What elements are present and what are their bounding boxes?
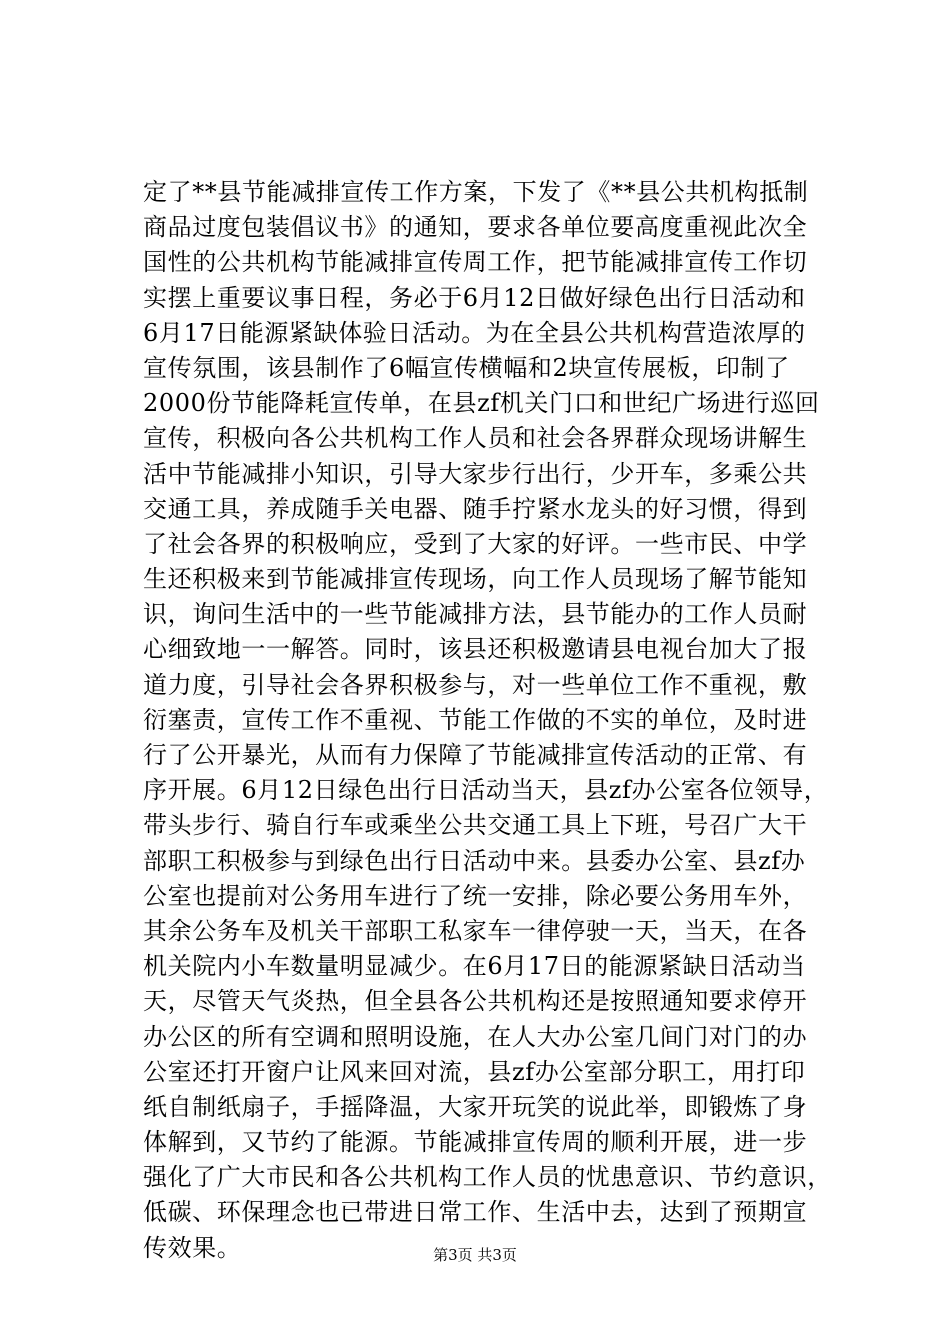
text-line: 宣传，积极向各公共机构工作人员和社会各界群众现场讲解生 (143, 424, 808, 453)
text-line: 强化了广大市民和各公共机构工作人员的忧患意识、节约意识， (143, 1163, 832, 1192)
text-line: 心细致地一一解答。同时，该县还积极邀请县电视台加大了报 (143, 635, 808, 664)
text-line: 公室还打开窗户让风来回对流，县zf办公室部分职工，用打印 (143, 1057, 806, 1086)
text-line: 宣传氛围，该县制作了6幅宣传横幅和2块宣传展板，印制了 (143, 353, 790, 382)
text-line: 交通工具，养成随手关电器、随手拧紧水龙头的好习惯，得到 (143, 494, 808, 523)
text-line: 体解到，又节约了能源。节能减排宣传周的顺利开展，进一步 (143, 1128, 808, 1157)
text-line: 6月17日能源紧缺体验日活动。为在全县公共机构营造浓厚的 (143, 318, 806, 347)
text-line: 定了**县节能减排宣传工作方案，下发了《**县公共机构抵制 (143, 178, 809, 206)
text-line: 生还积极来到节能减排宣传现场，向工作人员现场了解节能知 (143, 565, 808, 594)
text-line: 衍塞责，宣传工作不重视、节能工作做的不实的单位，及时进 (143, 705, 808, 734)
text-line: 2000份节能降耗宣传单，在县zf机关门口和世纪广场进行巡回 (143, 389, 820, 418)
text-line: 了社会各界的积极响应，受到了大家的好评。一些市民、中学 (143, 529, 808, 558)
text-line: 其余公务车及机关干部职工私家车一律停驶一天，当天，在各 (143, 916, 808, 945)
text-line: 低碳、环保理念也已带进日常工作、生活中去，达到了预期宣 (143, 1198, 808, 1227)
text-line: 行了公开暴光，从而有力保障了节能减排宣传活动的正常、有 (143, 741, 808, 769)
text-line: 实摆上重要议事日程，务必于6月12日做好绿色出行日活动和 (143, 283, 806, 312)
text-line: 天，尽管天气炎热，但全县各公共机构还是按照通知要求停开 (143, 987, 808, 1016)
text-line: 部职工积极参与到绿色出行日活动中来。县委办公室、县zf办 (143, 846, 806, 875)
text-line: 机关院内小车数量明显减少。在6月17日的能源紧缺日活动当 (143, 952, 806, 981)
body-paragraph (143, 175, 833, 1266)
text-line: 序开展。6月12日绿色出行日活动当天，县zf办公室各位领导， (143, 776, 829, 805)
text-line: 办公区的所有空调和照明设施，在人大办公室几间门对门的办 (143, 1022, 808, 1051)
text-line: 传效果。 (143, 1233, 242, 1262)
page-number-footer: 第3页 共3页 (433, 1246, 517, 1264)
text-line: 商品过度包装倡议书》的通知，要求各单位要高度重视此次全 (143, 213, 808, 242)
text-line: 活中节能减排小知识，引导大家步行出行，少开车，多乘公共 (143, 459, 808, 488)
text-line: 公室也提前对公务用车进行了统一安排，除必要公务用车外， (143, 881, 808, 910)
text-line: 纸自制纸扇子，手摇降温，大家开玩笑的说此举，即锻炼了身 (143, 1092, 808, 1121)
text-line: 带头步行、骑自行车或乘坐公共交通工具上下班，号召广大干 (143, 811, 808, 840)
text-line: 国性的公共机构节能减排宣传周工作，把节能减排宣传工作切 (143, 248, 808, 277)
text-line: 道力度，引导社会各界积极参与，对一些单位工作不重视，敷 (143, 670, 808, 699)
text-line: 识，询问生活中的一些节能减排方法，县节能办的工作人员耐 (143, 600, 808, 629)
